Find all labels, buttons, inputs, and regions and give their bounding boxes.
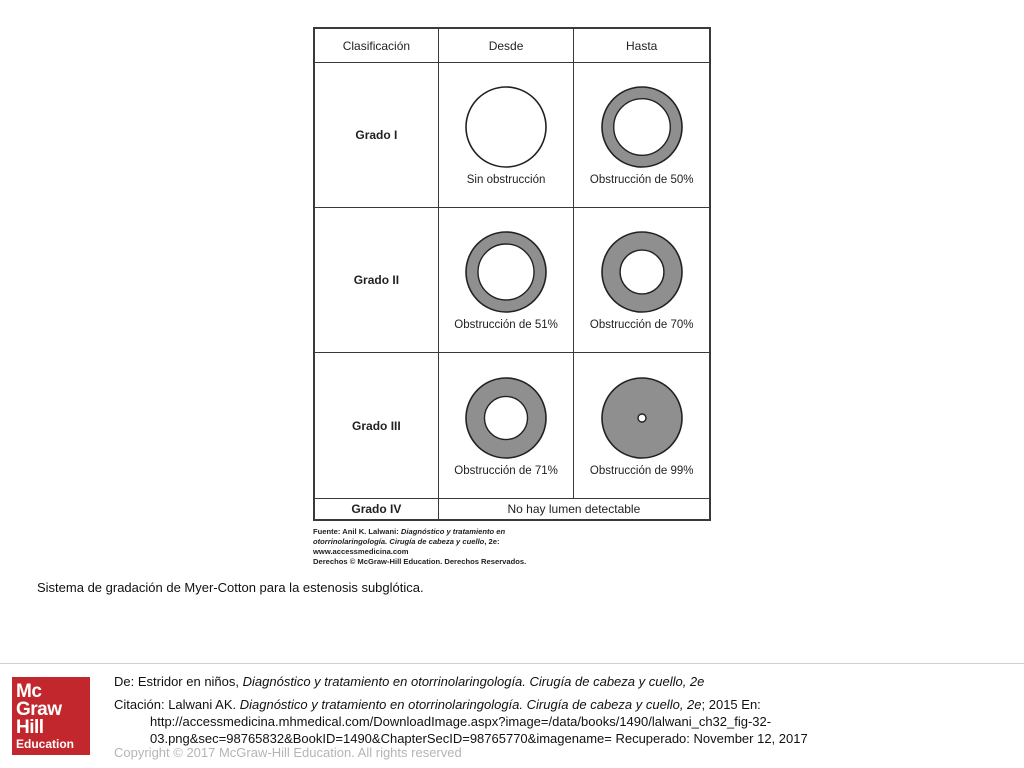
airway-diagram [463,84,549,170]
obstruction-label: Obstrucción de 71% [454,464,558,477]
obstruction-label: Obstrucción de 50% [589,174,694,187]
grade-label: Grado III [314,353,438,498]
obstruction-label: Obstrucción de 70% [589,319,694,332]
airway-lumen [613,99,670,156]
airway-wall [466,87,546,167]
cit-prefix: Citación: Lalwani AK. [114,697,240,712]
footer-divider [0,663,1024,664]
obstruction-label: Obstrucción de 51% [454,319,558,332]
airway-lumen [620,250,664,294]
stenosis-cell [438,63,574,208]
source-rights: Derechos © McGraw-Hill Education. Derechos Reservados. [313,557,527,566]
no-lumen-text: No hay lumen detectable [438,498,710,520]
cit-suffix: ; 2015 En: [701,697,761,712]
stenosis-cell [438,208,574,353]
airway-diagram [599,375,685,461]
table-header-row [314,28,710,63]
myer-cotton-figure [305,18,721,570]
header-clasificacion: Clasificación [314,28,438,63]
stenosis-cell [574,63,710,208]
header-hasta: Hasta [574,28,710,63]
airway-lumen [478,244,534,300]
grade-label: Grado I [314,63,438,208]
airway-lumen [485,396,528,439]
source-title: Diagnóstico y tratamiento en otorrinolaringología. Cirugía de cabeza y cuello [313,527,506,546]
figure-source [313,527,573,567]
grade-label: Grado II [314,208,438,353]
mcgraw-hill-logo [12,677,90,755]
figure-caption: Sistema de gradación de Myer-Cotton para la estenosis subglótica. [37,580,424,595]
airway-lumen [638,414,646,422]
obstruction-label: Obstrucción de 99% [589,464,694,477]
cit-book-title: Diagnóstico y tratamiento en otorrinolaringología. Cirugía de cabeza y cuello, 2e [239,697,702,712]
table-row [314,63,710,208]
stenosis-cell [574,353,710,498]
logo-line: Mc [16,681,42,702]
airway-diagram [463,375,549,461]
grade-label: Grado IV [314,498,438,520]
citation-block [114,673,1014,747]
citation-url-line2[interactable]: 03.png&sec=98765832&BookID=1490&ChapterSecID=98765770&imagename= Recuperado: November 12, 2017 [150,731,808,746]
airway-diagram [463,229,549,315]
airway-diagram [599,84,685,170]
stenosis-cell [574,208,710,353]
logo-line: Hill [16,717,44,738]
table-row [314,208,710,353]
airway-diagram [599,229,685,315]
table-row [314,353,710,498]
citation-de-line [114,673,1014,690]
citation-url-line1[interactable]: http://accessmedicina.mhmedical.com/DownloadImage.aspx?image=/data/books/1490/lalwani_ch32_fig-32- [150,714,772,729]
book-title: Diagnóstico y tratamiento en otorrinolaringología. Cirugía de cabeza y cuello, 2e [242,674,705,689]
stenosis-cell [438,353,574,498]
table-row [314,498,710,520]
header-desde: Desde [438,28,574,63]
citation-line [114,696,1014,713]
de-prefix: De: Estridor en niños, [114,674,243,689]
source-prefix: Fuente: Anil K. Lalwani: [313,527,401,536]
copyright-notice: Copyright © 2017 McGraw-Hill Education. All rights reserved [114,745,462,760]
grading-table [313,27,711,521]
logo-line: Graw [16,699,62,720]
obstruction-label: Sin obstrucción [466,174,546,187]
logo-line: Education [16,737,75,751]
source-suffix: , 2e: www.accessmedicina.com [313,537,500,556]
